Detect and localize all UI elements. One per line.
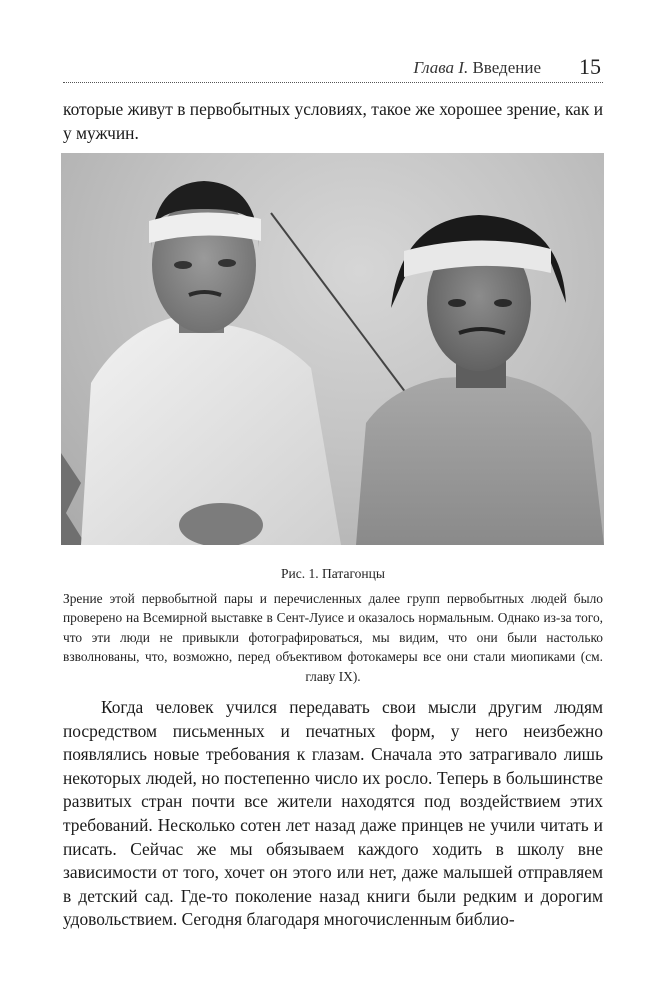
paragraph-continued: которые живут в первобытных условиях, такое же хорошее зрение, как и у мужчин.: [63, 99, 603, 143]
figure-photo: [61, 153, 604, 545]
figure-caption-title: Рис. 1. Патагонцы: [281, 566, 385, 581]
page-number: 15: [579, 54, 601, 79]
running-header: [63, 52, 603, 83]
chapter-title: [413, 58, 541, 78]
figure-caption-text: Зрение этой первобытной пары и перечисленных далее групп первобытных людей было проверено на Всемирной выставке в Сент-Луисе и оказалось нормальным. Однако из-за того, что эти люди не привыкли фотографироваться, мы видим, что они были настолько взволнованы, что, возможно, перед объективом фотокамеры все они стали миопиками (см. главу IX).: [63, 591, 603, 684]
paragraph-main: Когда человек учился передавать свои мысли другим людям посредством письменных и печатных форм, у него неизбежно появлялись новые требования к глазам. Сначала это затрагивало лишь некоторых людей, но постепенно число их росло. Теперь в большинстве развитых стран почти все жители находятся под воздействием этих требований. Несколько сотен лет назад даже принцев не учили читать и писать. Сейчас же мы обязываем каждого ходить в школу вне зависимости от того, хочет он этого или нет, даже малышей отправляем в детский сад. Где-то поколение назад книги были редким и дорогим удовольствием. Сегодня благодаря многочисленным библио-: [63, 697, 603, 930]
chapter-number: Глава I.: [413, 58, 469, 77]
chapter-name: Введение: [468, 58, 541, 77]
